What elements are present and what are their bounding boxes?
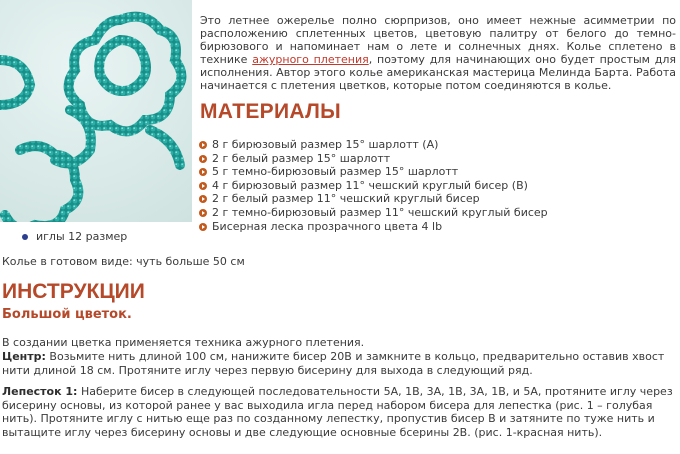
finished-size: Колье в готовом виде: чуть больше 50 см bbox=[2, 255, 245, 268]
petal-text: Наберите бисер в следующей последовательности 5A, 1B, 3A, 1B, 3A, 1B, и 5A, протяните иглу через бисерину основы, из которой ранее у вас выходила игла перед набором бисера для лепестка (рис. 1 – голубая нить). Протяните иглу с нитью еще раз по созданному лепестку, пропустив бисер B и затяните по туже нить и вытащите иглу через бисерину основы и две следующие основные бсерины 2B. (рис. 1-красная нить). bbox=[2, 385, 673, 439]
needles-list bbox=[22, 230, 127, 244]
list-item: 4 г бирюзовый размер 11° чешский круглый бисер (B) bbox=[199, 179, 548, 193]
center-text: Возьмите нить длиной 100 см, нанижите бисер 20B и замкните в кольцо, предварительно оставив хвост нити длиной 18 см. Протяните иглу через первую бисерину для выхода в следующий ряд. bbox=[2, 350, 665, 377]
list-item: 2 г белый размер 11° чешский круглый бисер bbox=[199, 192, 548, 206]
intro-paragraph bbox=[200, 14, 676, 92]
list-item: 5 г темно-бирюзовый размер 15° шарлотт bbox=[199, 165, 548, 179]
necklace-photo bbox=[0, 0, 192, 222]
list-item: иглы 12 размер bbox=[22, 230, 127, 244]
list-item: 8 г бирюзовый размер 15° шарлотт (A) bbox=[199, 138, 548, 152]
arrow-bullet-icon bbox=[199, 155, 207, 163]
materials-list bbox=[199, 138, 548, 233]
beaded-flowers-image bbox=[0, 0, 192, 222]
petal-label: Лепесток 1: bbox=[2, 385, 78, 398]
materials-heading: МАТЕРИАЛЫ bbox=[200, 100, 341, 123]
center-paragraph bbox=[2, 350, 674, 377]
intro-text-cont: , поэтому для начинающих оно будет простым для исполнения. Автор этого колье американская мастерица Мелинда Барта. Работа начинается с плетения цветков, которые потом соединяются в колье. bbox=[200, 53, 676, 92]
dot-bullet-icon bbox=[22, 234, 28, 240]
arrow-bullet-icon bbox=[199, 195, 207, 203]
big-flower-subheading: Большой цветок. bbox=[2, 307, 132, 322]
arrow-bullet-icon bbox=[199, 182, 207, 190]
center-label: Центр: bbox=[2, 350, 46, 363]
list-item: 2 г белый размер 15° шарлотт bbox=[199, 152, 548, 166]
arrow-bullet-icon bbox=[199, 223, 207, 231]
arrow-bullet-icon bbox=[199, 141, 207, 149]
openwork-link[interactable]: ажурного плетения bbox=[252, 53, 369, 66]
petal-paragraph bbox=[2, 385, 674, 439]
technique-paragraph: В создании цветка применяется техника ажурного плетения. bbox=[2, 336, 365, 349]
arrow-bullet-icon bbox=[199, 168, 207, 176]
list-item: Бисерная леска прозрачного цвета 4 lb bbox=[199, 220, 548, 234]
instructions-heading: ИНСТРУКЦИИ bbox=[2, 280, 145, 303]
list-item: 2 г темно-бирюзовый размер 11° чешский круглый бисер bbox=[199, 206, 548, 220]
arrow-bullet-icon bbox=[199, 209, 207, 217]
intro-text: Это летнее ожерелье полно сюрпризов, оно имеет нежные асимметрии по расположению сплетенных цветов, цветовую палитру от белого до темно-бирюзового и напоминает нам о лете и солнечных днях. Колье сплетено в технике bbox=[200, 14, 676, 66]
